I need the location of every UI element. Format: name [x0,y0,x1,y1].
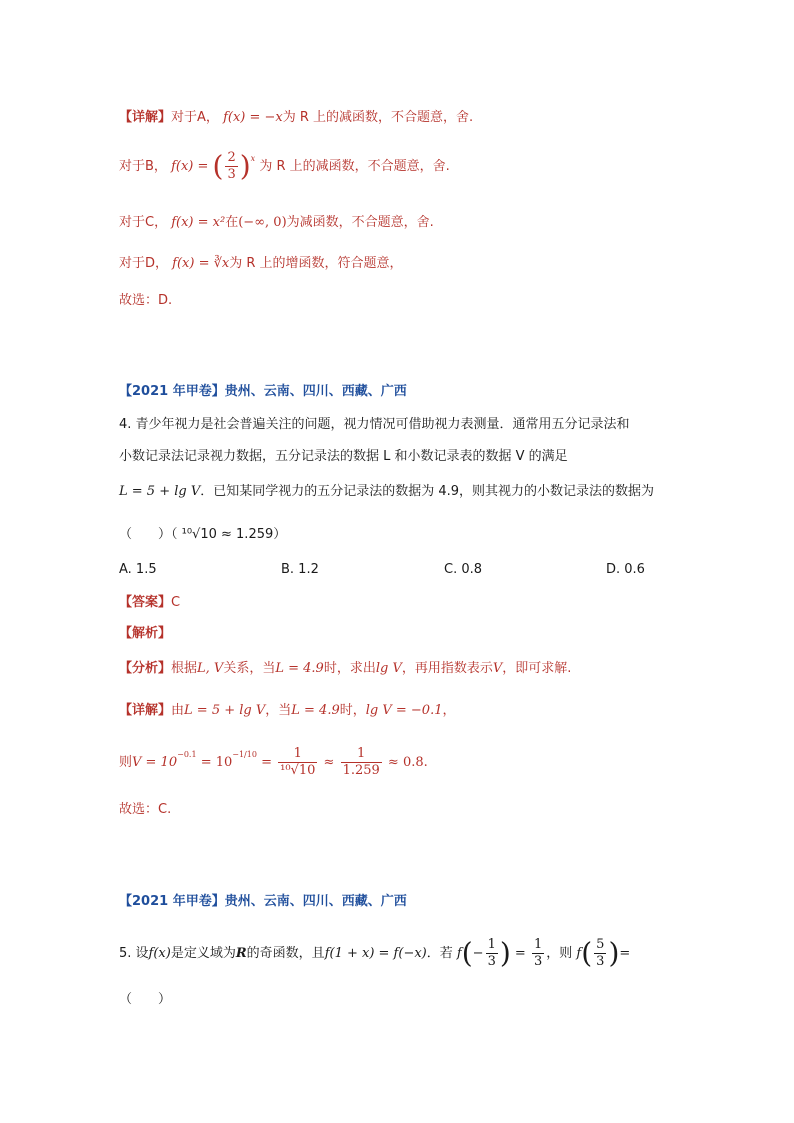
q4-option-d[interactable]: D. 0.6 [606,562,645,577]
detail-line-d: 对于D， f(x) = ∛x为 R 上的增函数，符合题意， [119,256,403,271]
q5-stem: 5. 设f(x)是定义域为R的奇函数，且f(1 + x) = f(−x)．若 f(− $\frac{1}{3}$ ) = $\frac{1}{3}$ ，则 f( $\frac{5}{3}$ )= [119,936,631,970]
detail-line-a: 【详解】对于A， f(x) = −x为 R 上的减函数，不合题意，舍. [119,110,474,125]
fraction-one-third: $\frac{1}{3}$ [487,937,496,969]
fraction-two-thirds: $\frac{2}{3}$ [227,150,236,182]
q4-option-b[interactable]: B. 1.2 [281,562,319,577]
fraction-one-over-1259: $\frac{1}{1.259}$ [342,746,380,778]
q4-stem-line2: 小数记录法记录视力数据，五分记录法的数据 L 和小数记录表的数据 V 的满足 [119,449,568,464]
q4-answer: 【答案】C [119,595,181,610]
q4-option-c[interactable]: C. 0.8 [444,562,483,577]
q4-source-tag: 【2021 年甲卷】贵州、云南、四川、西藏、广西 [119,384,407,399]
q4-fenxi: 【分析】根据L, V关系，当L = 4.9时，求出lg V，再用指数表示V，即可求解. [119,661,572,676]
q5-source-tag: 【2021 年甲卷】贵州、云南、四川、西藏、广西 [119,894,407,909]
q4-stem-line3: L = 5 + lg V．已知某同学视力的五分记录法的数据为 4.9，则其视力的小数记录法的数据为 [119,484,655,499]
q4-stem-line4: （ ）（ ¹⁰√10 ≈ 1.259） [119,527,287,542]
detail-line-b: 对于B， f(x) = ( $\frac{2}{3}$ )$^x$ 为 R 上的减函数，不合题意，舍. [119,149,450,183]
q4-analysis-tag: 【解析】 [119,626,172,641]
detail-line-c: 对于C， f(x) = x²在(−∞, 0)为减函数，不合题意，舍. [119,215,434,230]
q5-answer-bracket: （ ） [119,992,172,1007]
fraction-five-thirds: $\frac{5}{3}$ [596,937,605,969]
q4-stem-line1: 4. 青少年视力是社会普遍关注的问题，视力情况可借助视力表测量．通常用五分记录法和 [119,417,630,432]
q4-final-answer: 故选：C. [119,802,172,817]
q4-detail: 【详解】由L = 5 + lg V，当L = 4.9时，lg V = −0.1， [119,703,456,718]
q4-calculation: 则$V = 10^{-0.1} = 10^{-1/10}$ = $\frac{1}{\text{¹⁰√10}}$ ≈ $\frac{1}{1.259}$ ≈ 0.8. [119,746,428,778]
fraction-one-over-root10: $\frac{1}{\text{¹⁰√10}}$ [280,746,316,778]
fraction-one-third-rhs: $\frac{1}{3}$ [533,937,543,969]
q4-option-a[interactable]: A. 1.5 [119,562,157,577]
answer-line-d: 故选：D. [119,293,173,308]
